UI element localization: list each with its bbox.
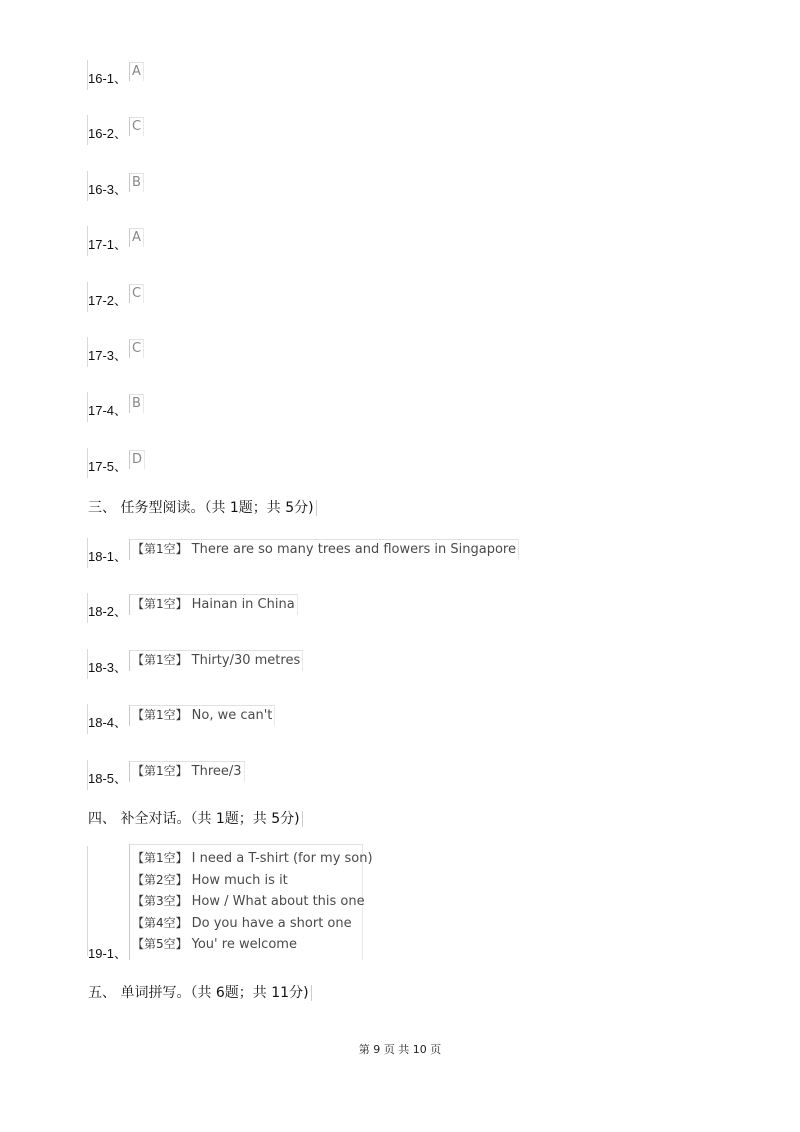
answer-line: 【第3空】 How / What about this one: [132, 894, 365, 910]
section-heading: 五、 单词拼写。（共 6题；共 11分): [88, 982, 312, 1002]
answer-value: C: [129, 284, 144, 303]
section-heading: 四、 补全对话。（共 1题；共 5分): [88, 808, 303, 828]
answer-row: [0, 282, 800, 322]
question-number: 18-2、: [88, 604, 128, 619]
question-number: 19-1、: [88, 946, 128, 961]
answer-value: C: [129, 117, 144, 136]
answer-row: [0, 593, 800, 633]
answer-value: 【第1空】 There are so many trees and flowers in Singapore: [129, 539, 519, 560]
question-number: 16-2、: [88, 126, 128, 141]
question-number: 18-1、: [88, 549, 128, 564]
answer-row: [0, 538, 800, 578]
answer-line: 【第1空】 I need a T-shirt (for my son): [132, 851, 373, 866]
question-number: 17-4、: [88, 403, 128, 418]
answer-value: A: [129, 228, 144, 247]
answer-row: [0, 649, 800, 689]
answer-row: [0, 448, 800, 488]
page-footer: 第 9 页 共 10 页: [358, 1043, 442, 1056]
answer-line: 【第5空】 You' re welcome: [132, 937, 297, 953]
answer-row: [0, 704, 800, 744]
question-number: 18-5、: [88, 771, 128, 786]
answer-row: [0, 392, 800, 432]
answer-row: [0, 60, 800, 100]
question-number: 17-3、: [88, 348, 128, 363]
section-heading: 三、 任务型阅读。（共 1题；共 5分): [88, 497, 317, 517]
question-number: 18-3、: [88, 660, 128, 675]
answer-value: D: [129, 450, 145, 469]
question-number: 18-4、: [88, 715, 128, 730]
answer-value: 【第1空】 Thirty/30 metres: [129, 650, 303, 671]
answer-value: C: [129, 339, 144, 358]
question-number: 17-2、: [88, 293, 128, 308]
question-number: 17-5、: [88, 459, 128, 474]
answer-row: [0, 226, 800, 266]
answer-row: [0, 760, 800, 800]
question-number: 17-1、: [88, 237, 128, 252]
answer-value: 【第1空】 Three/3: [129, 761, 245, 782]
answer-row: [0, 171, 800, 211]
answer-value: B: [129, 173, 144, 192]
answer-value: 【第1空】 Hainan in China: [129, 594, 298, 615]
answer-line: 【第2空】 How much is it: [132, 872, 288, 888]
answer-value: B: [129, 394, 144, 413]
answer-line: 【第4空】 Do you have a short one: [132, 915, 352, 931]
question-number: 16-1、: [88, 71, 128, 86]
answer-value: [129, 844, 373, 960]
answer-row: [0, 115, 800, 155]
answer-value: 【第1空】 No, we can't: [129, 705, 275, 726]
answer-value: A: [129, 62, 144, 81]
answer-row: [0, 337, 800, 377]
question-number: 16-3、: [88, 182, 128, 197]
